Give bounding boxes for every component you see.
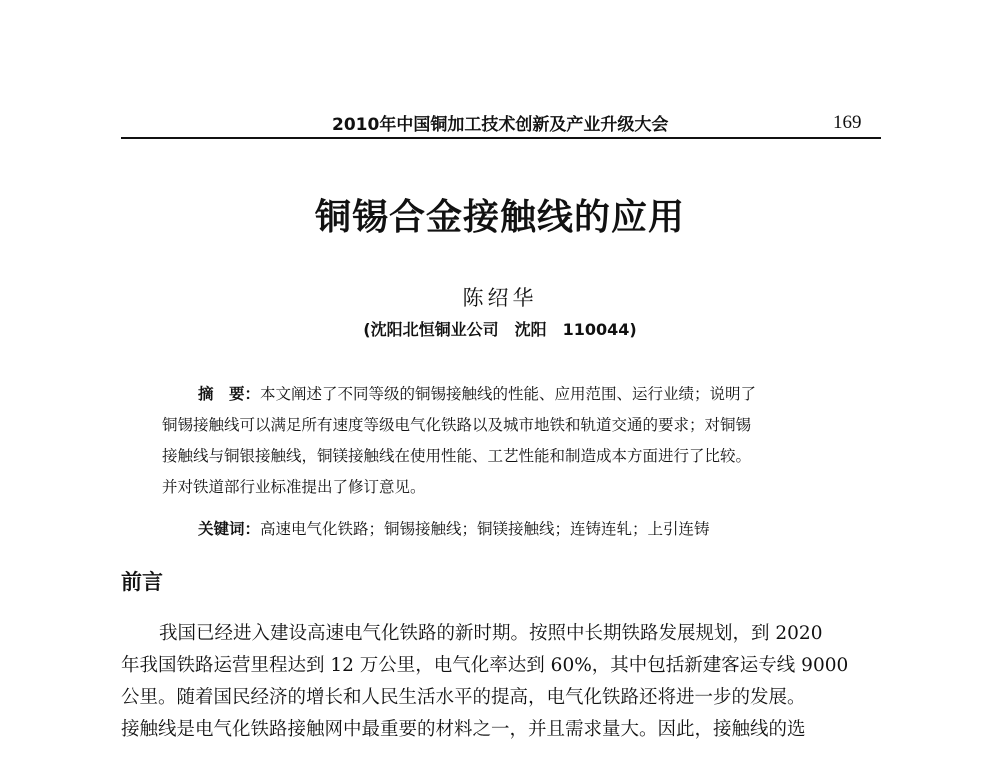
paragraph-line: 年我国铁路运营里程达到 12 万公里，电气化率达到 60%，其中包括新建客运专线 9000 — [121, 655, 849, 676]
abstract-line: 接触线与铜银接触线，铜镁接触线在使用性能、工艺性能和制造成本方面进行了比较。 — [162, 447, 752, 465]
abstract-text: 本文阐述了不同等级的铜锡接触线的性能、应用范围、运行业绩；说明了 — [260, 385, 757, 403]
body-paragraph — [121, 618, 891, 746]
paragraph-line: 接触线是电气化铁路接触网中最重要的材料之一，并且需求量大。因此，接触线的选 — [121, 719, 806, 740]
section-heading-foreword: 前言 — [121, 570, 163, 594]
paragraph-line: 我国已经进入建设高速电气化铁路的新时期。按照中长期铁路发展规划，到 2020 — [159, 623, 823, 644]
header-rule — [121, 137, 881, 139]
keywords-text: 高速电气化铁路；铜锡接触线；铜镁接触线；连铸连轧；上引连铸 — [260, 520, 710, 538]
page-number: 169 — [833, 112, 862, 133]
keywords — [198, 517, 710, 539]
author-name: 陈绍华 — [462, 286, 538, 310]
author-affiliation: (沈阳北恒铜业公司 沈阳 110044) — [363, 320, 637, 339]
keywords-label: 关键词： — [198, 520, 261, 538]
abstract — [162, 379, 842, 503]
abstract-line: 并对铁道部行业标准提出了修订意见。 — [162, 478, 426, 496]
abstract-label: 摘 要： — [198, 385, 261, 403]
paragraph-line: 公里。随着国民经济的增长和人民生活水平的提高，电气化铁路还将进一步的发展。 — [121, 687, 806, 708]
article-title: 铜锡合金接触线的应用 — [314, 196, 685, 238]
abstract-line: 铜锡接触线可以满足所有速度等级电气化铁路以及城市地铁和轨道交通的要求；对铜锡 — [162, 416, 752, 434]
running-header — [0, 0, 1000, 140]
conference-name: 2010年中国铜加工技术创新及产业升级大会 — [332, 115, 669, 135]
abstract-line — [162, 379, 842, 410]
